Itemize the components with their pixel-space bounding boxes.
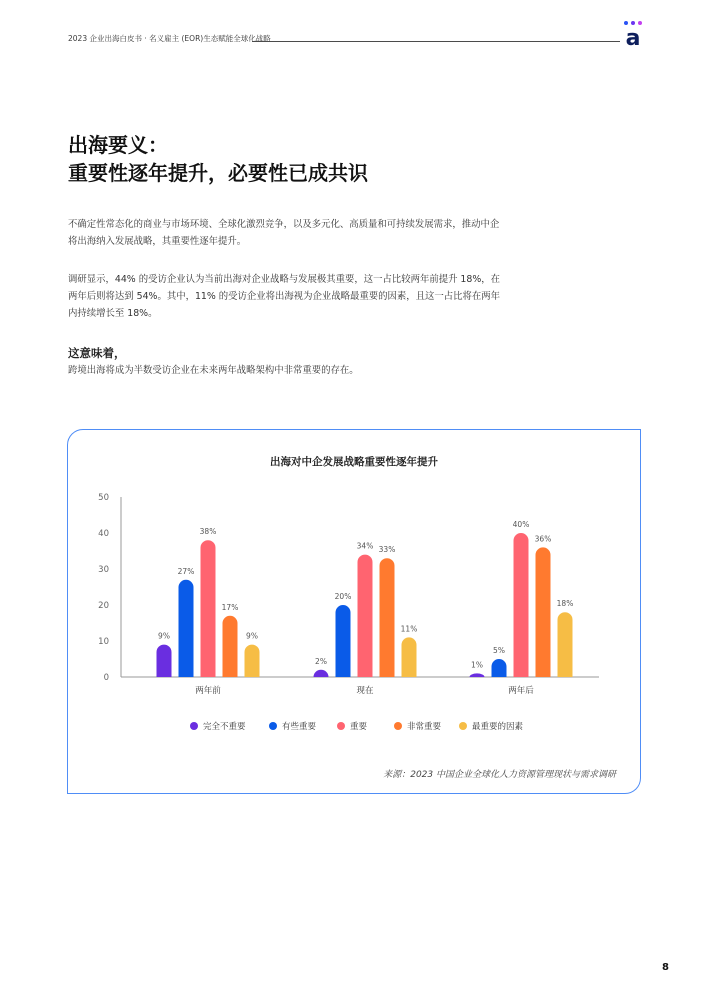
survey-paragraph: 调研显示，44% 的受访企业认为当前出海对企业战略与发展极其重要，这一占比较两年前提升 18%，在两年后则将达到 54%。其中，11% 的受访企业将出海视为企业战略最重要的因素，且这一占比将在两年内持续增长至 18%。 [68,274,501,319]
bar-data-label: 33% [378,545,396,555]
chart-source: 来源：2023 中国企业全球化人力资源管理现状与需求调研 [383,770,616,780]
bar-chart [68,430,640,760]
x-tick-label: 两年前 [195,686,221,696]
legend-label: 重要 [350,722,368,732]
bar-data-label: 38% [199,527,217,537]
header-title: 2023 企业出海白皮书 · 名义雇主 (EOR)生态赋能全球化战略 [68,34,271,43]
bar [336,605,351,677]
bar-data-label: 40% [512,520,530,529]
logo-dot-1 [624,21,628,25]
y-tick-label: 40 [98,529,109,539]
x-tick-label: 两年后 [508,686,534,696]
y-tick-label: 10 [98,637,109,647]
logo-letter: a [625,26,641,46]
bar [245,645,260,677]
bar [358,555,373,677]
bar [514,533,529,677]
bar-data-label: 17% [221,602,239,612]
bar-data-label: 2% [315,656,327,666]
chart-title: 出海对中企发展战略重要性逐年提升 [270,456,438,468]
bar [201,540,216,677]
bar [470,673,485,677]
lead-in-text: 这意味着， [68,346,126,360]
logo-dot-2 [631,21,635,25]
conclusion-paragraph: 跨境出海将成为半数受访企业在未来两年战略架构中非常重要的存在。 [68,365,359,376]
bar [402,637,417,677]
bar-data-label: 5% [493,646,505,655]
y-tick-label: 30 [98,565,109,575]
bar [492,659,507,677]
chart-card [67,429,641,794]
bar [536,547,551,677]
bar [380,558,395,677]
intro-paragraph: 不确定性常态化的商业与市场环境、全球化激烈竞争，以及多元化、高质量和可持续发展需求，推动中企将出海纳入发展战略，其重要性逐年提升。 [68,219,500,247]
bar [179,580,194,677]
brand-logo [622,20,644,46]
bar-data-label: 18% [556,599,574,609]
bar [223,616,238,677]
bar-data-label: 9% [246,631,258,641]
bar-data-label: 36% [534,534,552,544]
legend-label: 最重要的因素 [472,722,524,732]
legend-marker [269,722,277,730]
legend-label: 非常重要 [407,722,442,732]
bar-data-label: 1% [471,660,483,670]
header-divider [252,41,620,42]
bar-data-label: 9% [158,631,170,641]
page-number: 8 [662,962,669,973]
legend-marker [337,722,345,730]
y-tick-label: 50 [98,493,109,503]
legend-label: 有些重要 [282,722,317,732]
y-tick-label: 0 [103,673,109,683]
bar [314,670,329,677]
bar [558,612,573,677]
page-heading [68,131,368,187]
legend-marker [394,722,402,730]
bar-data-label: 34% [356,541,374,551]
bar-data-label: 11% [400,624,418,634]
legend-label: 完全不重要 [203,722,246,732]
bar-data-label: 20% [334,592,352,601]
logo-dot-3 [638,21,642,25]
bar-data-label: 27% [177,566,195,576]
legend-marker [190,722,198,730]
x-tick-label: 现在 [356,686,374,696]
heading-line-1: 出海要义： [68,133,168,157]
heading-line-2: 重要性逐年提升，必要性已成共识 [68,161,368,185]
legend-marker [459,722,467,730]
y-tick-label: 20 [98,601,109,611]
bar [157,645,172,677]
